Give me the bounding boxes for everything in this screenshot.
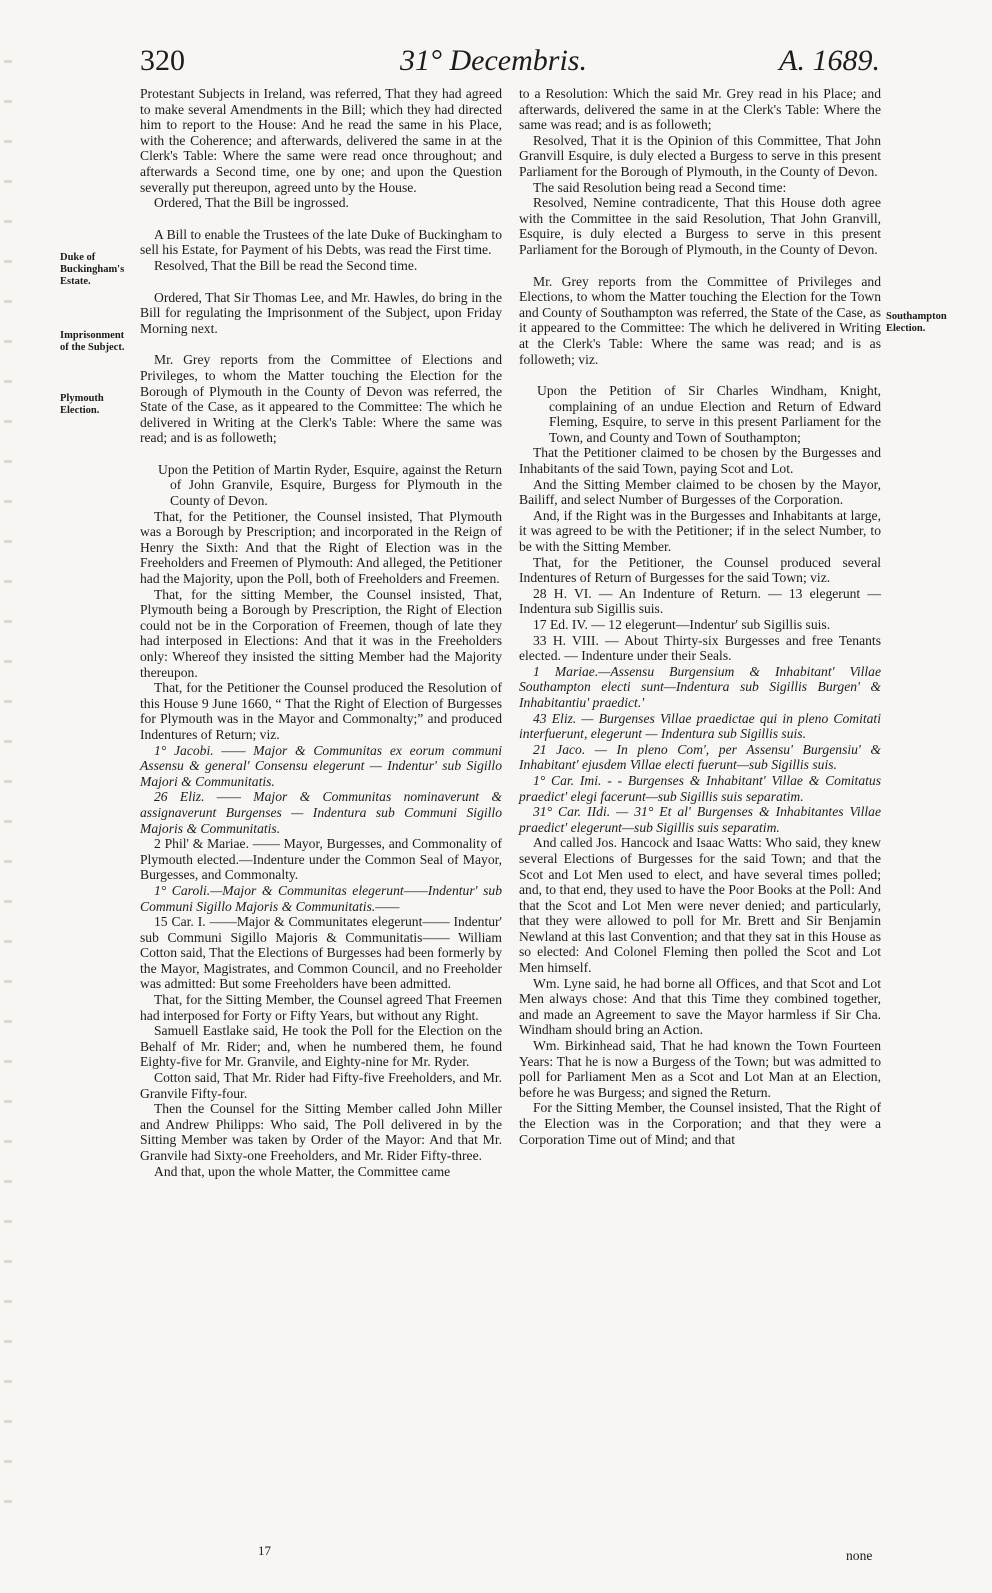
header-date: 31° Decembris. bbox=[400, 44, 587, 77]
paragraph: And that, upon the whole Matter, the Committee came bbox=[154, 1163, 451, 1179]
petition-heading: Upon the Petition of Martin Ryder, Esquire, against the Return of John Granvile, Esquire, Burgess for Plymouth in the County of Devon. bbox=[158, 461, 502, 509]
paragraph: For the Sitting Member, the Counsel insisted, That the Right of the Election was in the Corporation; and that they were a Corporation Time out of Mind; and that bbox=[519, 1100, 881, 1147]
left-column bbox=[140, 86, 502, 1179]
paragraph: 2 Phil' & Mariae. —— Mayor, Burgesses, and Commonality of Plymouth elected.—Indenture under the Common Seal of Mayor, Burgesses, and Commonalty. bbox=[140, 836, 502, 883]
paragraph: Resolved, That it is the Opinion of this Committee, That John Granvill Esquire, is duly elected a Burgess to serve in this present Parliament for the Borough of Plymouth, in the County of Devon. bbox=[519, 132, 881, 179]
paragraph: A Bill to enable the Trustees of the late Duke of Buckingham to sell his Estate, for Payment of his Debts, was read the First time. bbox=[140, 226, 502, 258]
paragraph: Wm. Lyne said, he had borne all Offices, and that Scot and Lot Men always chose: And that this Time they combined together, and made an Agreement to save the Mayor harmless if Sir Cha. Windham should bring an Action. bbox=[519, 975, 881, 1038]
paragraph: Wm. Birkinhead said, That he had known the Town Fourteen Years: That he is now a Burgess of the Town; but was admitted to poll for Parliament Men as a Scot and Lot Man at an Election, before he was Burgess; and signed the Return. bbox=[519, 1038, 881, 1100]
right-column bbox=[519, 86, 881, 1147]
paragraph: to a Resolution: Which the said Mr. Grey read in his Place; and afterwards, delivered the same in at the Clerk's Table: Where the same was read; and is as followeth; bbox=[519, 86, 881, 133]
paragraph: 21 Jaco. — In pleno Com', per Assensu' Burgensiu' & Inhabitant' ejusdem Villae electi fuerunt—sub Sigillis suis. bbox=[519, 741, 881, 773]
paragraph: Mr. Grey reports from the Committee of Privileges and Elections, to whom the Matter touching the Election for the Town and County of Southampton was referred, the State of the Case, as it appeared to the Committee: The which he delivered in Writing at the Clerk's Table: Where the same was read; and is as followeth; viz. bbox=[519, 273, 881, 367]
paragraph: 17 Ed. IV. — 12 elegerunt—Indentur' sub Sigillis suis. bbox=[533, 617, 831, 632]
margin-note-buckingham: Duke of Buckingham's Estate. bbox=[60, 252, 125, 287]
paragraph: Protestant Subjects in Ireland, was referred, That they had agreed to make several Amendments in the Bill; which they had directed him to report to the House: And he read the same in his Place, with the Coherence; and afterwards, delivered the same in at the Clerk's Table: Where the same were read once throughout; and afterwards a Second time, one by one; and upon the Question severally put thereupon, agreed unto by the House. bbox=[140, 86, 502, 195]
paragraph: Cotton said, That Mr. Rider had Fifty-five Freeholders, and Mr. Granvile Fifty-four. bbox=[140, 1070, 502, 1101]
paragraph: That, for the Petitioner the Counsel produced the Resolution of this House 9 June 1660, “ That the Right of Election of Burgesses for Plymouth was in the Mayor and Commonalty;” and produced Indentures of Return; viz. bbox=[140, 680, 502, 742]
paragraph: That, for the sitting Member, the Counsel insisted, That, Plymouth being a Borough by Prescription, the Right of Election could not be in the Corporation of Freemen, though of late they had interposed in Elections: And that it was in the Freeholders only: Whereof they insisted the sitting Member had the Majority thereupon. bbox=[140, 586, 502, 680]
paragraph: Resolved, That the Bill be read the Second time. bbox=[154, 257, 418, 273]
paragraph: Then the Counsel for the Sitting Member called John Miller and Andrew Philipps: Who said, The Poll delivered in by the Sitting Member was taken by Order of the Mayor: And that Mr. Granvile had Sixty-one Freeholders, and Mr. Rider Fifty-three. bbox=[140, 1101, 502, 1163]
paragraph: And, if the Right was in the Burgesses and Inhabitants at large, it was agreed to be with the Petitioner; if in the select Number, to be with the Sitting Member. bbox=[519, 507, 881, 555]
paragraph: Resolved, Nemine contradicente, That this House doth agree with the Committee in the said Resolution, That John Granvill, Esquire, is duly elected a Burgess to serve in this present Parliament for the Borough of Plymouth, in the County of Devon. bbox=[519, 195, 881, 257]
page-number: 320 bbox=[140, 44, 185, 77]
paragraph: The said Resolution being read a Second time: bbox=[533, 179, 787, 195]
margin-note-imprisonment: Imprisonment of the Subject. bbox=[60, 330, 125, 353]
paragraph: 15 Car. I. ——Major & Communitates elegerunt—— Indentur' sub Communi Sigillo Majoris & Communitatis—— William Cotton said, That the Elections of Burgesses had been formerly by the Mayor, Magistrates, and Common Council, and no Freeholder was admitted: But some Freeholders have been admitted. bbox=[140, 914, 502, 992]
paragraph: 1° Jacobi. —— Major & Communitas ex eorum communi Assensu & general' Consensu elegerunt — Indentur' sub Sigillo Majori & Communitatis. bbox=[140, 742, 502, 789]
paragraph: 26 Eliz. —— Major & Communitas nominaverunt & assignaverunt Burgenses — Indentura sub Communi Sigillo Majoris & Communitatis. bbox=[140, 789, 502, 836]
paragraph: And the Sitting Member claimed to be chosen by the Mayor, Bailiff, and select Number of Burgesses of the Corporation. bbox=[519, 476, 881, 508]
paragraph: 1 Mariae.—Assensu Burgensium & Inhabitant' Villae Southampton electi sunt—Indentura sub Sigillis Burgen' & Inhabitantiu' praedict.' bbox=[519, 663, 881, 710]
paragraph: 1° Car. Imi. - - Burgenses & Inhabitant' Villae & Comitatus praedict' elegi facerunt—sub Sigillis suis separatim. bbox=[519, 772, 881, 804]
margin-note-southampton: Southampton Election. bbox=[886, 311, 947, 334]
paragraph: Samuell Eastlake said, He took the Poll for the Election on the Behalf of Mr. Rider; and, when he numbered them, he found Eighty-five for Mr. Granvile, and Eighty-nine for Mr. Ryder. bbox=[140, 1023, 502, 1070]
paragraph: That, for the Petitioner, the Counsel produced several Indentures of Return of Burgesses for the said Town; viz. bbox=[519, 554, 881, 586]
binding-edge bbox=[4, 60, 12, 1540]
paragraph: 28 H. VI. — An Indenture of Return. — 13 elegerunt — Indentura sub Sigillis suis. bbox=[519, 585, 881, 617]
paragraph: 1° Caroli.—Major & Communitas elegerunt——Indentur' sub Communi Sigillo Majoris & Communitatis.—— bbox=[140, 882, 502, 914]
paragraph: 31° Car. IIdi. — 31° Et al' Burgenses & Inhabitantes Villae praedict' elegerunt—sub Sigillis suis separatim. bbox=[519, 804, 881, 835]
paragraph: Mr. Grey reports from the Committee of Elections and Privileges, to whom the Matter touching the Election for the Borough of Plymouth in the County of Devon was referred, the State of the Case, as it appeared to the Committee: The which he delivered in Writing at the Clerk's Table: Where the same was read; and is as followeth; bbox=[140, 352, 502, 446]
paragraph: 33 H. VIII. — About Thirty-six Burgesses and free Tenants elected. — Indenture under their Seals. bbox=[519, 632, 881, 664]
paragraph: That the Petitioner claimed to be chosen by the Burgesses and Inhabitants of the said Town, paying Scot and Lot. bbox=[519, 445, 881, 477]
header-year: A. 1689. bbox=[779, 44, 880, 77]
margin-note-plymouth: Plymouth Election. bbox=[60, 393, 104, 416]
paragraph: That, for the Sitting Member, the Counsel agreed That Freemen had interposed for Forty or Fifty Years, but without any Right. bbox=[140, 992, 502, 1023]
signature-mark: 17 bbox=[258, 1543, 271, 1558]
petition-heading: Upon the Petition of Sir Charles Windham, Knight, complaining of an undue Election and Return of Edward Fleming, Esquire, to serve in this present Parliament for the Town, and County and Town of Southampton; bbox=[537, 383, 881, 445]
paragraph: Ordered, That the Bill be ingrossed. bbox=[154, 195, 349, 211]
running-header bbox=[140, 44, 880, 84]
paragraph: And called Jos. Hancock and Isaac Watts: Who said, they knew several Elections of Burgesses for the said Town; and that the Scot and Lot Men used to elect, and have several times polled; and, to that end, they used to have the Poor Books at the Poll: And that the Scot and Lot Men were never denied; and particularly, that they were allowed to poll for Mr. Brett and Sir Benjamin Newland at this last Convention; and that they sat in this House as so elected: And Colonel Fleming then polled the Scot and Lot Men himself. bbox=[519, 835, 881, 976]
paragraph: 43 Eliz. — Burgenses Villae praedictae qui in pleno Comitati interfuerunt, elegerunt — Indentura sub Sigillis suis. bbox=[519, 710, 881, 742]
paragraph: Ordered, That Sir Thomas Lee, and Mr. Hawles, do bring in the Bill for regulating the Imprisonment of the Subject, upon Friday Morning next. bbox=[140, 289, 502, 336]
paragraph: That, for the Petitioner, the Counsel insisted, That Plymouth was a Borough by Prescription; and incorporated in the Reign of Henry the Sixth: And that the Right of Election was in the Freeholders and Freemen of Plymouth: And alleged, the Petitioner had the Majority, upon the Poll, both of Freeholders and Freemen. bbox=[140, 508, 502, 587]
catchword: none bbox=[846, 1548, 873, 1563]
